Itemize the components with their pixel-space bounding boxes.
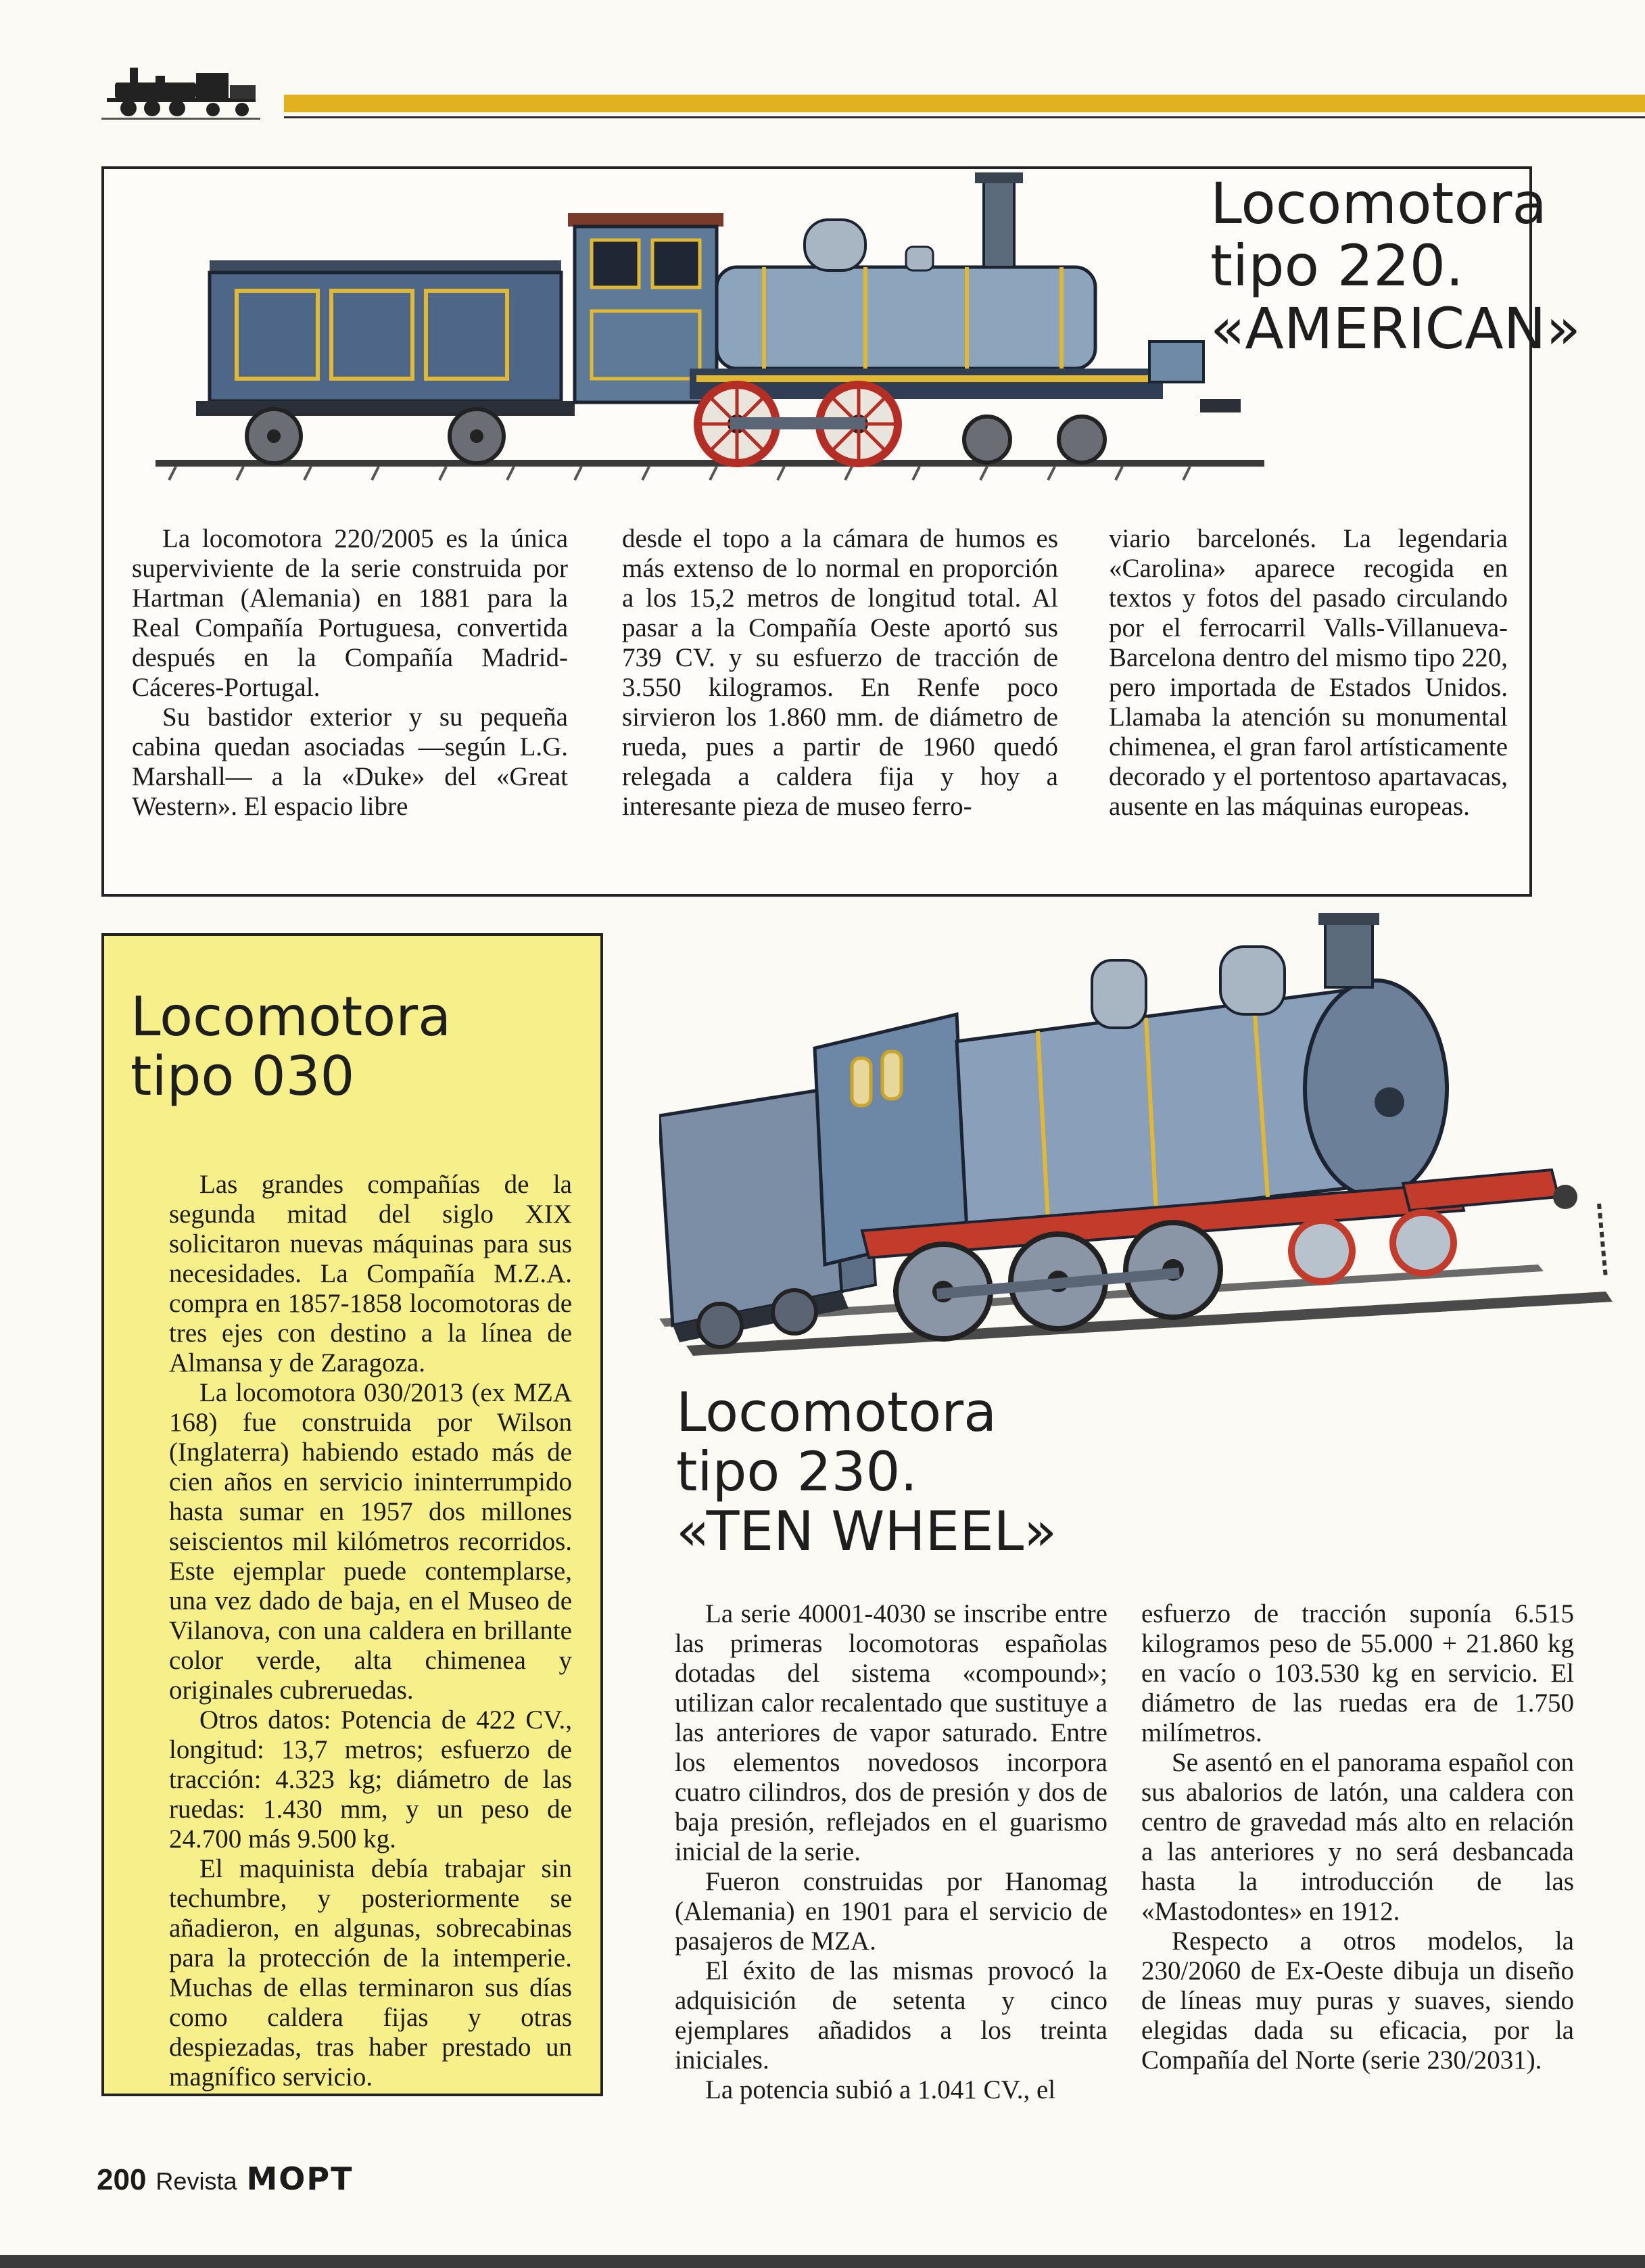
section-220-paragraph: viario barcelonés. La legendaria «Carolina» aparece recogida en textos y fotos del pasado circulando por el ferrocarril Valls-Villanueva-Barcelona dentro del mismo tipo 220, pero importada de Estados Unidos. Llamaba la atención su monumental chimenea, el gran farol artísticamente decorado y el portentoso apartavacas, ausente en las máquinas europeas. [1109, 524, 1508, 821]
section-230-paragraph: Fueron construidas por Hanomag (Alemania) en 1901 para el servicio de pasajeros de MZA. [675, 1867, 1107, 1956]
section-220-column-3 [1109, 524, 1508, 822]
section-220-title-line2: tipo 220. [1210, 233, 1464, 300]
section-230-paragraph: esfuerzo de tracción suponía 6.515 kilogramos peso de 55.000 + 21.860 kg en vacío o 103.530 kg en servicio. El diámetro de las ruedas era de 1.750 milímetros. [1141, 1599, 1574, 1747]
section-030-body [169, 1170, 572, 2092]
section-230-paragraph: El éxito de las mismas provocó la adquisición de setenta y cinco ejemplares añadidos a los treinta iniciales. [675, 1956, 1107, 2075]
section-230-column-1 [675, 1599, 1107, 2105]
section-230-paragraph: La serie 40001-4030 se inscribe entre las primeras locomotoras españolas dotadas del sistema «compound»; utilizan calor recalentado que sustituye a las anteriores de vapor saturado. Entre los elementos novedosos incorpora cuatro cilindros, dos de presión y dos de baja presión, reflejados en el guarismo inicial de la serie. [675, 1599, 1107, 1866]
footer-revista-label: Revista [156, 2167, 237, 2195]
page-footer [97, 2160, 353, 2197]
section-030-title-line1: Locomotora [130, 985, 452, 1048]
section-220-column-2 [622, 524, 1058, 822]
section-220-title [1210, 170, 1581, 362]
section-230-paragraph: Respecto a otros modelos, la 230/2060 de Ex-Oeste dibuja un diseño de líneas muy puras y suaves, siendo elegidas dada su eficacia, por la Compañía del Norte (serie 230/2031). [1141, 1927, 1574, 2075]
section-030-title-line2: tipo 030 [130, 1045, 355, 1108]
section-030-title [130, 987, 536, 1106]
locomotive-220-illustration [156, 172, 1264, 490]
section-230-column-2 [1141, 1599, 1574, 2075]
section-220-title-line3: «AMERICAN» [1210, 295, 1581, 362]
section-230-title-line3: «TEN WHEEL» [676, 1500, 1057, 1563]
section-230-title [676, 1383, 1285, 1561]
section-030-paragraph: Las grandes compañías de la segunda mitad del siglo XIX solicitaron nuevas máquinas para sus necesidades. La Compañía M.Z.A. compra en 1857-1858 locomotoras de tres ejes con destino a la línea de Almansa y de Zaragoza. [169, 1170, 572, 1377]
header-gold-rule [284, 95, 1645, 112]
section-230-title-line1: Locomotora [676, 1381, 997, 1444]
section-220-title-line1: Locomotora [1210, 170, 1547, 237]
section-220-paragraph: La locomotora 220/2005 es la única superviviente de la serie construida por Hartman (Alemania) en 1881 para la Real Compañía Portuguesa, convertida después en la Compañía Madrid-Cáceres-Portugal. [132, 524, 568, 702]
section-220-paragraph: Su bastidor exterior y su pequeña cabina quedan asociadas —según L.G. Marshall— a la «Duke» del «Great Western». El espacio libre [132, 703, 568, 821]
footer-brand-logo: MOPT [246, 2160, 354, 2197]
section-030-paragraph: Otros datos: Potencia de 422 CV., longitud: 13,7 metros; esfuerzo de tracción: 4.323 kg; diámetro de las ruedas: 1.430 mm, y un peso de 24.700 más 9.500 kg. [169, 1705, 572, 1853]
section-030-paragraph: La locomotora 030/2013 (ex MZA 168) fue construida por Wilson (Inglaterra) habiendo estado más de cien años en servicio ininterrumpido hasta sumar en 1957 dos millones seiscientos mil kilómetros recorridos. Este ejemplar puede contemplarse, una vez dado de baja, en el Museo de Vilanova, con una caldera en brillante color verde, alta chimenea y originales cubreruedas. [169, 1378, 572, 1705]
section-230-paragraph: La potencia subió a 1.041 CV., el [705, 2075, 1056, 2104]
section-230-paragraph: Se asentó en el panorama español con sus abalorios de latón, una caldera con centro de gravedad más alto en relación a las anteriores y no será desbancada hasta la introducción de las «Mastodontes» en 1912. [1141, 1748, 1574, 1926]
section-220-paragraph: desde el topo a la cámara de humos es más extenso de lo normal en proporción a los 15,2 metros de longitud total. Al pasar a la Compañía Oeste aportó sus 739 CV. y su esfuerzo de tracción de 3.550 kilogramos. En Renfe poco sirvieron los 1.860 mm. de diámetro de rueda, pues a partir de 1960 quedó relegada a caldera fija y hoy a interesante pieza de museo ferro- [622, 524, 1058, 821]
section-230-title-line2: tipo 230. [676, 1440, 917, 1503]
section-030-paragraph: El maquinista debía trabajar sin techumbre, y posteriormente se añadieron, en algunas, sobrecabinas para la protección de la intemperie. Muchas de ellas terminaron sus días como caldera fijas y otras despiezadas, tras haber prestado un magnífico servicio. [169, 1854, 572, 2092]
scan-edge-shadow [0, 2255, 1645, 2268]
header-thin-rule [284, 116, 1645, 118]
header-locomotive-icon [101, 61, 260, 122]
section-220-column-1 [132, 524, 568, 822]
locomotive-230-illustration [659, 913, 1645, 1386]
page-number: 200 [97, 2163, 147, 2196]
